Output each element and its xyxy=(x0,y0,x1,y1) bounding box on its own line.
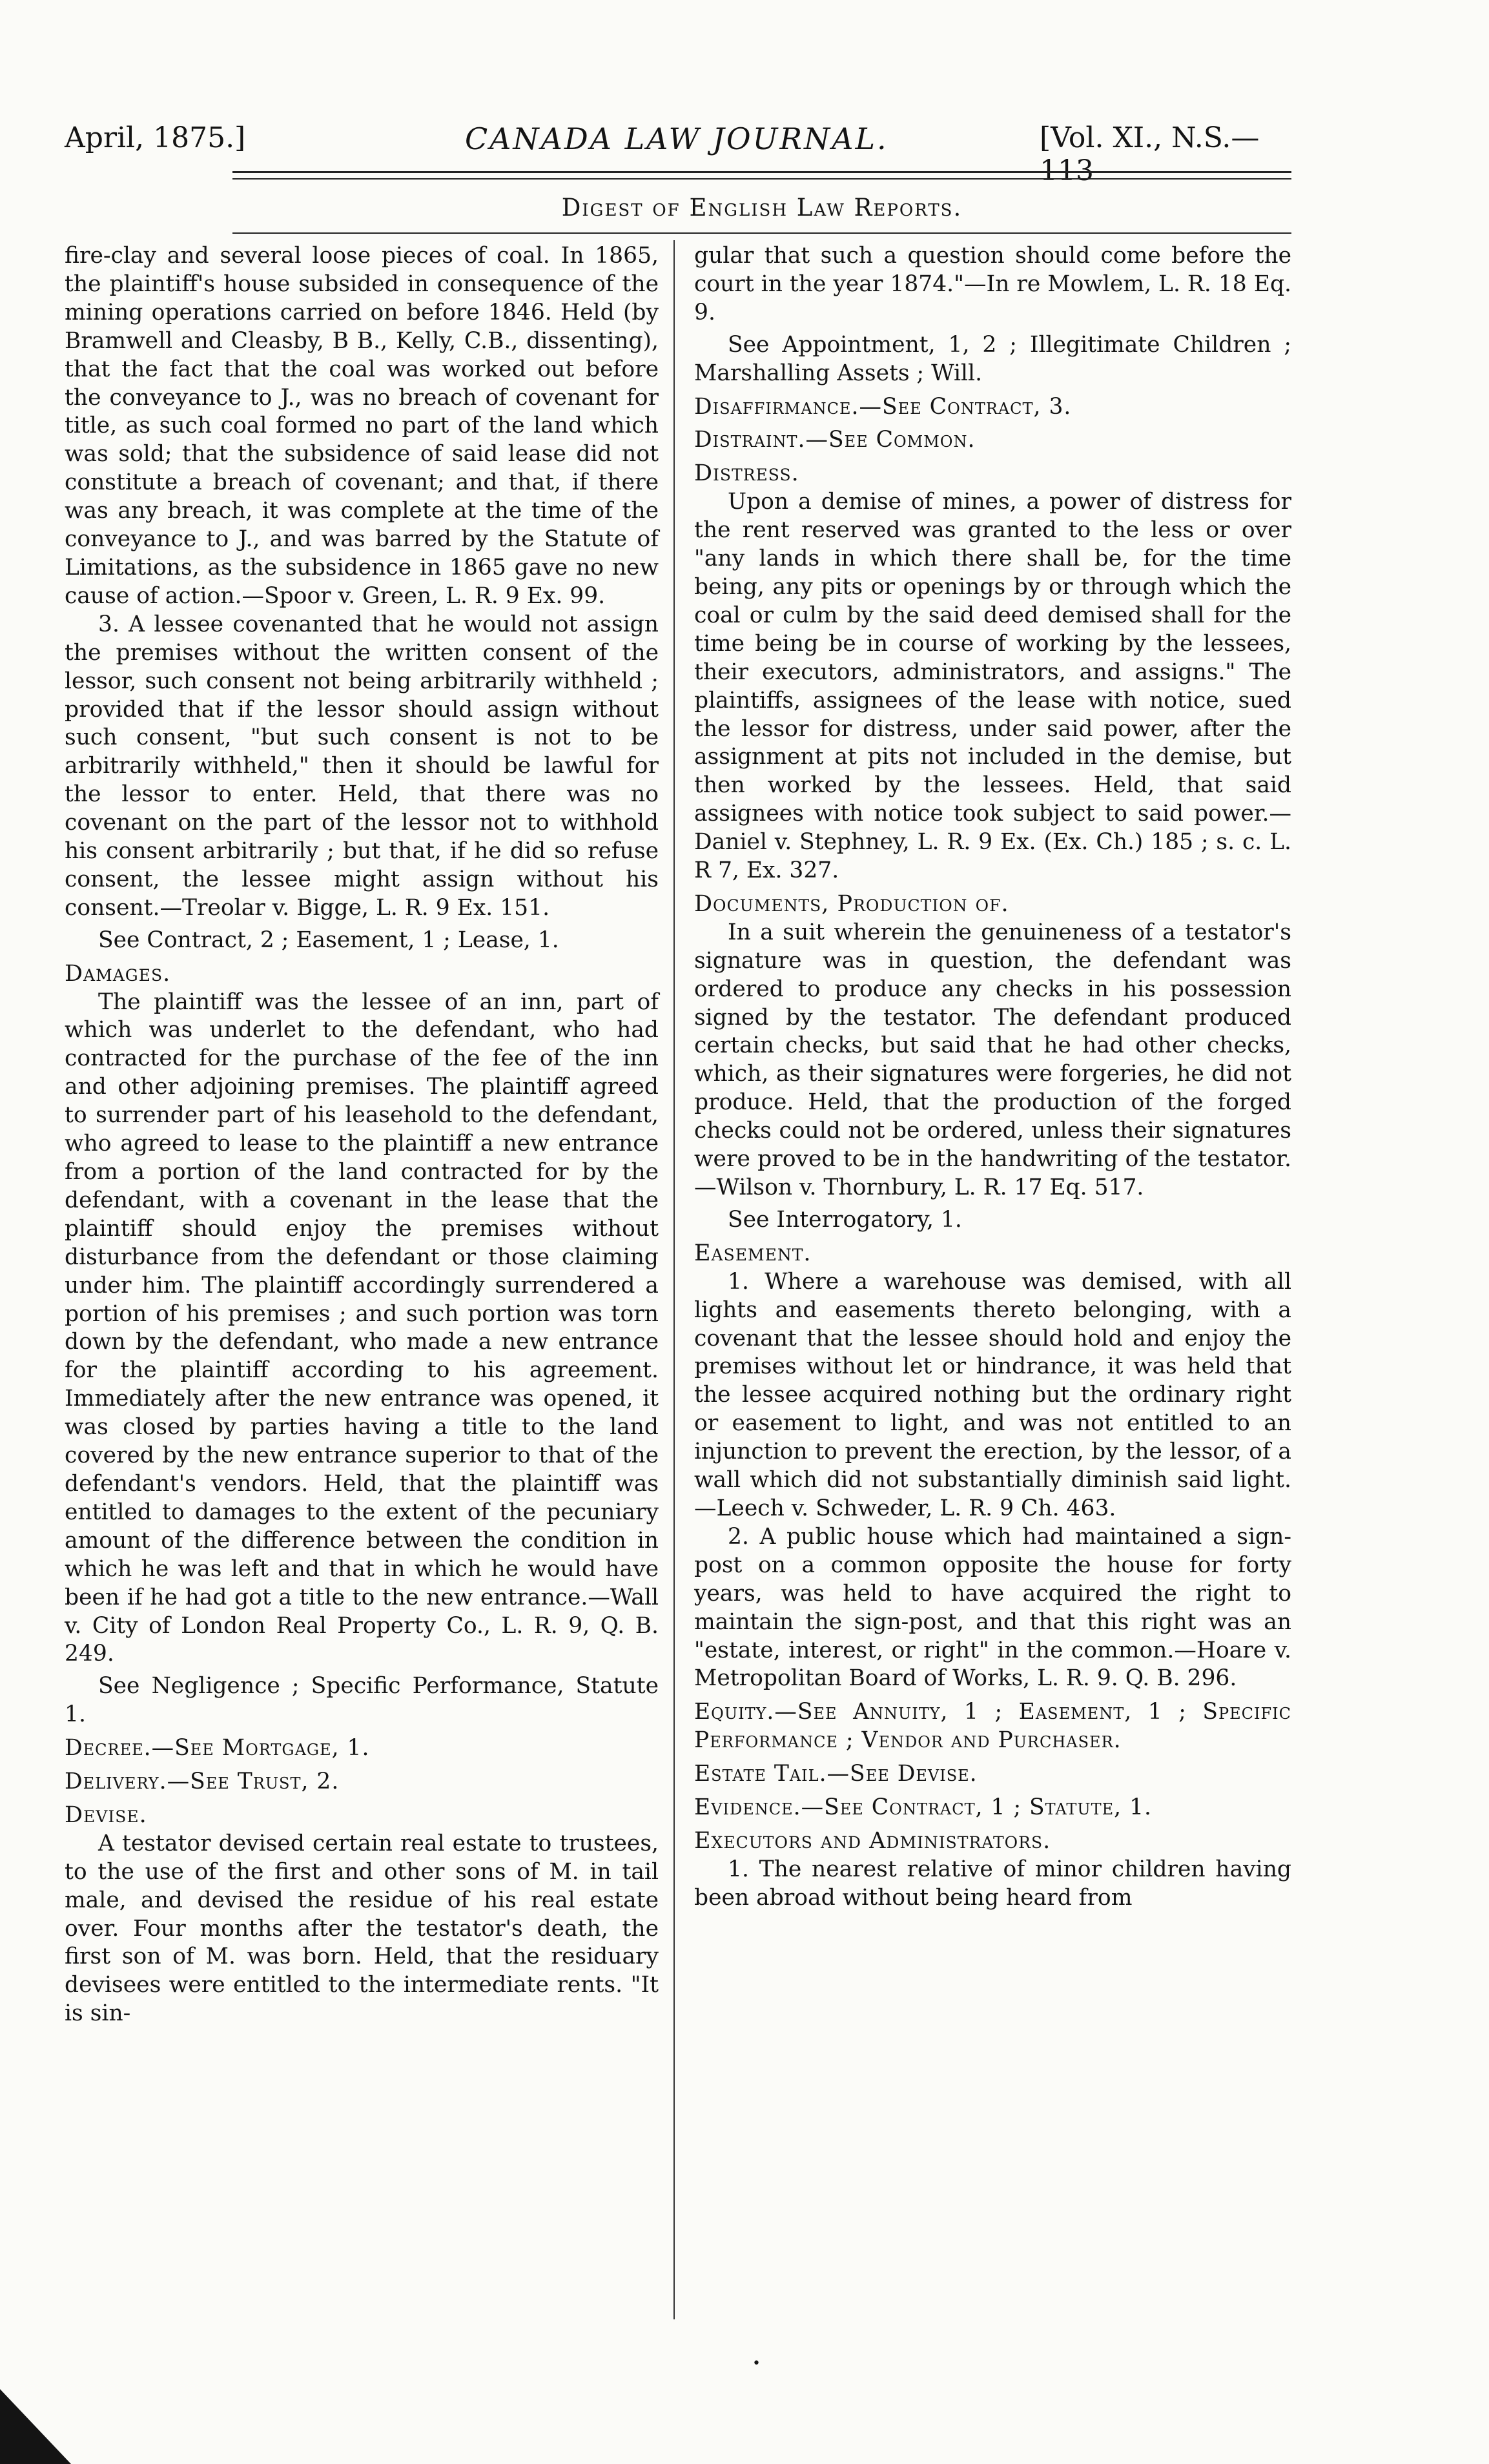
cross-reference: See Contract, 2 ; Easement, 1 ; Lease, 1. xyxy=(98,927,559,953)
section-rule xyxy=(232,232,1291,234)
digest-paragraph: The plaintiff was the lessee of an inn, part of which was underlet to the defendant, who had contracted for the purchase of the fee of the inn and other adjoining premises. The plaintiff agreed to surrender part of his leasehold to the defendant, who agreed to lease to the plaintiff a new entrance from a portion of the land contracted for by the defendant, with a covenant in the lease that the plaintiff should enjoy the premises without disturbance from the defendant or those claiming under him. The plaintiff accordingly surrendered a portion of his premises ; and such portion was torn down by the defendant, who made a new entrance for the plaintiff according to his agreement. Immediately after the new entrance was opened, it was closed by parties having a title to the land covered by the new entrance superior to that of the defendant's vendors. Held, that the plaintiff was entitled to damages to the extent of the pecuniary amount of the difference between the condition in which he was left and that in which he would have been if he had got a title to the new entrance.—Wall v. City of London Real Property Co., L. R. 9, Q. B. 249. xyxy=(65,989,659,1667)
digest-entry: Delivery.—See Trust, 2. xyxy=(65,1769,340,1795)
digest-paragraph: 2. A public house which had maintained a sign-post on a common opposite the house for forty years, was held to have acquired the right to maintain the sign-post, and that this right was an "estate, interest, or right" in the common.—Hoare v. Metropolitan Board of Works, L. R. 9. Q. B. 296. xyxy=(694,1523,1291,1692)
header-rule-thick xyxy=(232,171,1291,173)
digest-heading: Distress. xyxy=(694,460,799,487)
digest-paragraph: gular that such a question should come before the court in the year 1874."—In re Mowlem, L. R. 18 Eq. 9. xyxy=(694,243,1291,325)
digest-paragraph: Upon a demise of mines, a power of distress for the rent reserved was granted to the less or over "any lands in which there shall be, for the time being, any pits or openings by or through which the coal or culm by the said deed demised shall for the time being be in course of working by the lessees, their executors, administrators, and assigns." The plaintiffs, assignees of the lease with notice, sued the lessor for distress, under said power, after the assignment at pits not included in the demise, but then worked by the lessees. Held, that said assignees with notice took subject to said power.—Daniel v. Stephney, L. R. 9 Ex. (Ex. Ch.) 185 ; s. c. L. R 7, Ex. 327. xyxy=(694,489,1291,884)
digest-paragraph: 3. A lessee covenanted that he would not assign the premises without the written consent of the lessor, such consent not being arbitrarily withheld ; provided that if the lessor should assign without such consent, "but such consent is not to be arbitrarily withheld," then it should be lawful for the lessor to enter. Held, that there was no covenant on the part of the lessor not to withhold his consent arbitrarily ; but that, if he did so refuse consent, the lessee might assign without his consent.—Treolar v. Bigge, L. R. 9 Ex. 151. xyxy=(65,611,659,921)
digest-heading: Devise. xyxy=(65,1802,147,1828)
digest-heading: Easement. xyxy=(694,1240,812,1266)
section-title: Digest of English Law Reports. xyxy=(561,194,963,221)
digest-entry: Distraint.—See Common. xyxy=(694,427,976,453)
digest-paragraph: 1. Where a warehouse was demised, with all lights and easements thereto belonging, with a covenant that the lessee should hold and enjoy the premises without let or hindrance, it was held that the lessee acquired nothing but the ordinary right or easement to light, and was not entitled to an injunction to prevent the erection, by the lessor, of a wall which did not substantially diminish said light.—Leech v. Schweder, L. R. 9 Ch. 463. xyxy=(694,1268,1291,1521)
digest-entry: Evidence.—See Contract, 1 ; Statute, 1. xyxy=(694,1794,1153,1821)
right-column xyxy=(694,242,1291,1913)
digest-heading: Documents, Production of. xyxy=(694,890,1009,917)
page-corner-shadow xyxy=(0,2389,71,2464)
digest-paragraph: In a suit wherein the genuineness of a testator's signature was in question, the defendant was ordered to produce any checks in his possession signed by the testator. The defendant produced certain checks, but said that he had other checks, which, as their signatures were forgeries, he did not produce. Held, that the production of the forged checks could not be ordered, unless their signatures were proved to be in the handwriting of the testator.—Wilson v. Thornbury, L. R. 17 Eq. 517. xyxy=(694,919,1291,1200)
digest-entry: Decree.—See Mortgage, 1. xyxy=(65,1735,370,1761)
cross-reference: See Negligence ; Specific Performance, Statute 1. xyxy=(65,1673,659,1728)
header-rule-thin xyxy=(232,178,1291,180)
digest-entry: Estate Tail.—See Devise. xyxy=(694,1761,978,1787)
digest-heading: Damages. xyxy=(65,960,171,987)
cross-reference: See Interrogatory, 1. xyxy=(728,1206,962,1233)
digest-paragraph: A testator devised certain real estate to trustees, to the use of the first and other sons of M. in tail male, and devised the residue of his real estate over. Four months after the testator's death, the first son of M. was born. Held, that the residuary devisees were entitled to the intermediate rents. "It is sin- xyxy=(65,1830,659,2027)
column-divider xyxy=(673,240,675,2319)
digest-paragraph: 1. The nearest relative of minor children having been abroad without being heard from xyxy=(694,1856,1291,1911)
digest-entry: Disaffirmance.—See Contract, 3. xyxy=(694,393,1072,420)
digest-entry: Equity.—See Annuity, 1 ; Easement, 1 ; Specific Performance ; Vendor and Purchaser. xyxy=(694,1699,1291,1754)
bottom-mark: • xyxy=(752,2356,761,2372)
volume-page: [Vol. XI., N.S.—113 xyxy=(1040,121,1260,187)
issue-date: April, 1875.] xyxy=(65,121,246,154)
cross-reference: See Appointment, 1, 2 ; Illegitimate Children ; Marshalling Assets ; Will. xyxy=(694,331,1291,386)
digest-paragraph: fire-clay and several loose pieces of coal. In 1865, the plaintiff's house subsided in consequence of the mining operations carried on before 1846. Held (by Bramwell and Cleasby, B B., Kelly, C.B., dissenting), that the fact that the coal was worked out before the conveyance to J., was no breach of covenant for title, as such coal formed no part of the land which was sold; that the subsidence of said lease did not constitute a breach of covenant; and that, if there was any breach, it was complete at the time of the conveyance to J., and was barred by the Statute of Limitations, as the subsidence in 1865 gave no new cause of action.—Spoor v. Green, L. R. 9 Ex. 99. xyxy=(65,243,659,609)
left-column xyxy=(65,242,659,2028)
digest-heading: Executors and Administrators. xyxy=(694,1827,1051,1854)
journal-title: CANADA LAW JOURNAL. xyxy=(465,121,888,156)
running-head xyxy=(65,108,1291,187)
